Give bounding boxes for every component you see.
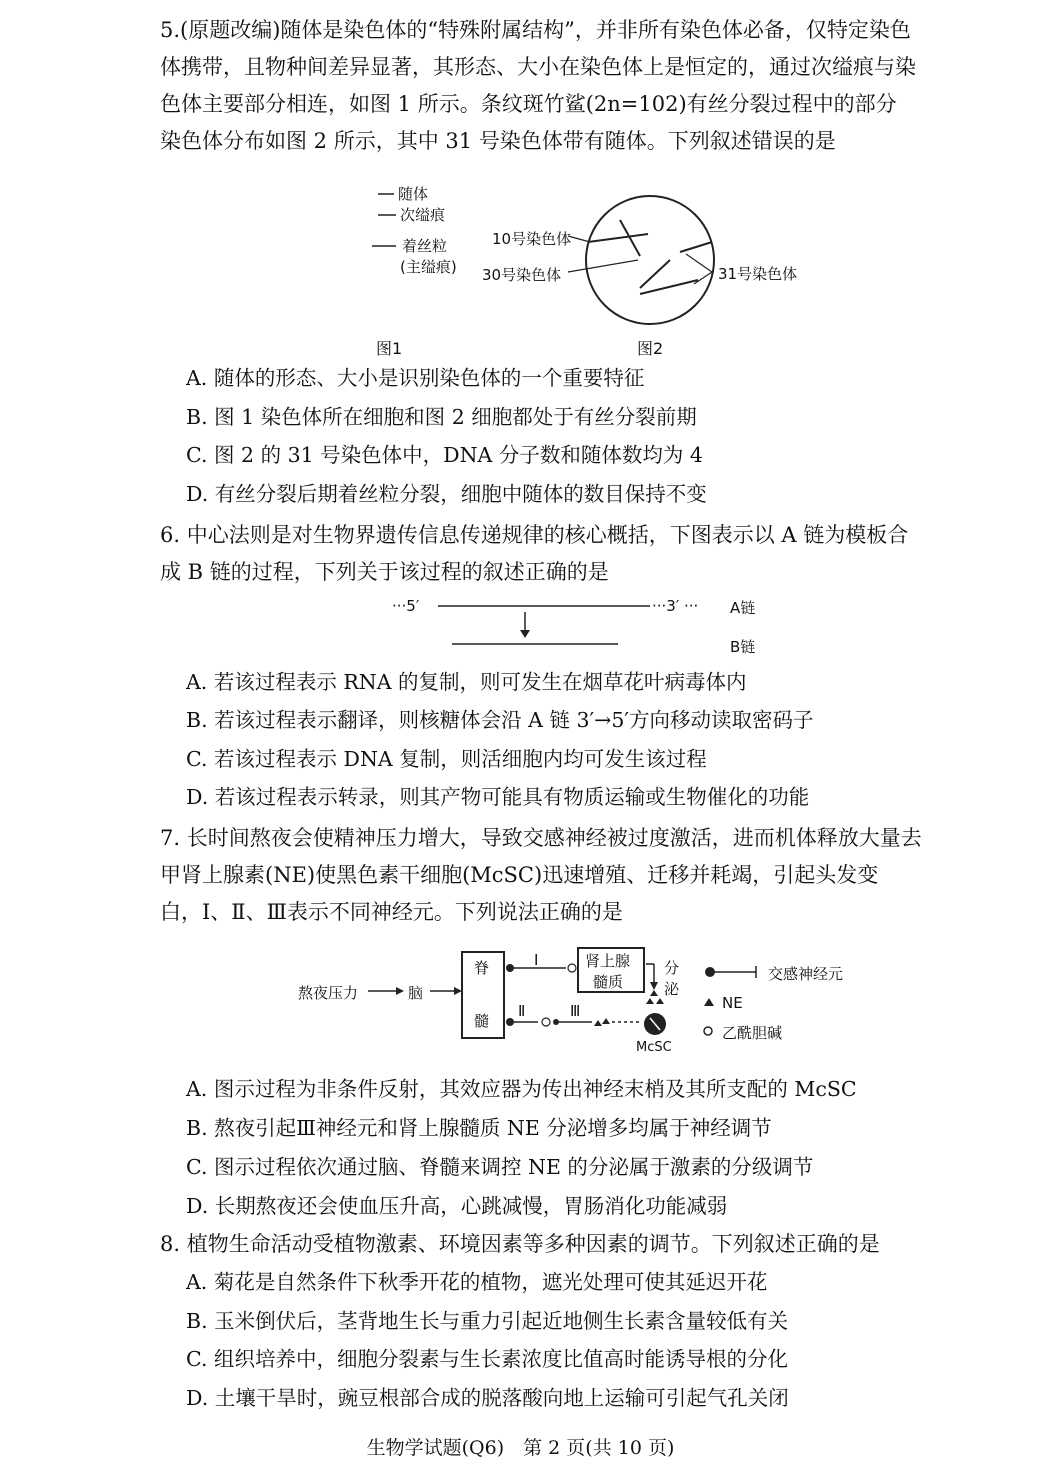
label-chain-b: B链 bbox=[730, 638, 756, 656]
label-chromosome-10: 10号染色体 bbox=[492, 230, 572, 248]
question-5-stem bbox=[160, 12, 980, 160]
q6-option-b: B. 若该过程表示翻译，则核糖体会沿 A 链 3′→5′方向移动读取密码子 bbox=[186, 708, 814, 732]
label-adrenal-1: 肾上腺 bbox=[585, 952, 631, 970]
stem-line: 7. 长时间熬夜会使精神压力增大，导致交感神经被过度激活，进而机体释放大量去 bbox=[160, 826, 922, 850]
label-3-prime: ···3′ ··· bbox=[652, 597, 699, 615]
label-primary-constriction: (主缢痕) bbox=[400, 258, 457, 276]
stem-line: 白，Ⅰ、Ⅱ、Ⅲ表示不同神经元。下列说法正确的是 bbox=[160, 900, 623, 924]
stem-line: 6. 中心法则是对生物界遗传信息传递规律的核心概括，下图表示以 A 链为模板合 bbox=[160, 523, 909, 547]
label-chromosome-31: 31号染色体 bbox=[718, 265, 798, 283]
label-neuron-2: Ⅱ bbox=[518, 1002, 526, 1020]
label-spine-bottom: 髓 bbox=[474, 1012, 490, 1030]
label-secondary-constriction: 次缢痕 bbox=[400, 206, 446, 224]
label-secrete-2: 泌 bbox=[664, 980, 680, 998]
label-chromosome-30: 30号染色体 bbox=[482, 266, 562, 284]
stem-line: 甲肾上腺素(NE)使黑色素干细胞(McSC)迅速增殖、迁移并耗竭，引起头发变 bbox=[160, 863, 879, 887]
q7-option-d: D. 长期熬夜还会使血压升高，心跳减慢，胃肠消化功能减弱 bbox=[186, 1194, 728, 1218]
figure-1-caption: 图1 bbox=[376, 339, 403, 358]
q7-option-c: C. 图示过程依次通过脑、脊髓来调控 NE 的分泌属于激素的分级调节 bbox=[186, 1155, 814, 1179]
question-6-stem bbox=[160, 517, 980, 591]
label-mcsc: McSC bbox=[636, 1040, 672, 1055]
q5-option-d: D. 有丝分裂后期着丝粒分裂，细胞中随体的数目保持不变 bbox=[186, 482, 707, 506]
label-neuron-3: Ⅲ bbox=[570, 1002, 581, 1020]
q8-option-a: A. 菊花是自然条件下秋季开花的植物，遮光处理可使其延迟开花 bbox=[186, 1270, 768, 1294]
q5-option-c: C. 图 2 的 31 号染色体中，DNA 分子数和随体数均为 4 bbox=[186, 443, 703, 467]
q6-option-c: C. 若该过程表示 DNA 复制，则活细胞内均可发生该过程 bbox=[186, 747, 707, 771]
stem-line: 5.(原题改编)随体是染色体的“特殊附属结构”，并非所有染色体必备，仅特定染色 bbox=[160, 18, 911, 42]
q7-option-a: A. 图示过程为非条件反射，其效应器为传出神经末梢及其所支配的 McSC bbox=[186, 1077, 857, 1101]
question-7-stem bbox=[160, 820, 980, 931]
stem-line: 成 B 链的过程，下列关于该过程的叙述正确的是 bbox=[160, 560, 609, 584]
label-centromere: 着丝粒 bbox=[402, 237, 448, 255]
legend-sympathetic-neuron: 交感神经元 bbox=[768, 965, 844, 983]
stem-line: 8. 植物生命活动受植物激素、环境因素等多种因素的调节。下列叙述正确的是 bbox=[160, 1232, 880, 1256]
figure-q6-strands bbox=[360, 594, 800, 658]
q6-option-d: D. 若该过程表示转录，则其产物可能具有物质运输或生物催化的功能 bbox=[186, 785, 810, 809]
stem-line: 色体主要部分相连，如图 1 所示。条纹斑竹鲨(2n=102)有丝分裂过程中的部分 bbox=[160, 92, 897, 116]
legend-ne: NE bbox=[722, 994, 743, 1012]
label-chain-a: A链 bbox=[730, 599, 756, 617]
label-secrete-1: 分 bbox=[664, 959, 680, 977]
q8-option-c: C. 组织培养中，细胞分裂素与生长素浓度比值高时能诱导根的分化 bbox=[186, 1347, 788, 1371]
stem-line: 体携带，且物种间差异显著，其形态、大小在染色体上是恒定的，通过次缢痕与染 bbox=[160, 55, 916, 79]
label-adrenal-2: 髓质 bbox=[593, 973, 624, 991]
label-night-stress: 熬夜压力 bbox=[298, 984, 359, 1002]
label-brain: 脑 bbox=[408, 984, 424, 1002]
label-spine-top: 脊 bbox=[474, 959, 490, 977]
figure-2-cell bbox=[470, 190, 830, 360]
label-5-prime: ···5′ bbox=[392, 597, 420, 615]
q6-option-a: A. 若该过程表示 RNA 的复制，则可发生在烟草花叶病毒体内 bbox=[186, 670, 747, 694]
stem-line: 染色体分布如图 2 所示，其中 31 号染色体带有随体。下列叙述错误的是 bbox=[160, 129, 836, 153]
figure-q7-pathway bbox=[290, 944, 890, 1064]
label-neuron-1: Ⅰ bbox=[534, 951, 539, 969]
q8-option-b: B. 玉米倒伏后，茎背地生长与重力引起近地侧生长素含量较低有关 bbox=[186, 1309, 789, 1333]
page-footer: 生物学试题(Q6) 第 2 页(共 10 页) bbox=[366, 1437, 675, 1459]
figure-2-caption: 图2 bbox=[637, 339, 664, 358]
q5-option-b: B. 图 1 染色体所在细胞和图 2 细胞都处于有丝分裂前期 bbox=[186, 405, 697, 429]
q8-option-d: D. 土壤干旱时，豌豆根部合成的脱落酸向地上运输可引起气孔关闭 bbox=[186, 1386, 789, 1410]
label-satellite: 随体 bbox=[398, 185, 429, 203]
q5-option-a: A. 随体的形态、大小是识别染色体的一个重要特征 bbox=[186, 366, 645, 390]
legend-acetylcholine: 乙酰胆碱 bbox=[722, 1024, 783, 1042]
figure-2-drawing bbox=[470, 190, 830, 330]
question-8-stem bbox=[160, 1226, 980, 1263]
q7-option-b: B. 熬夜引起Ⅲ神经元和肾上腺髓质 NE 分泌增多均属于神经调节 bbox=[186, 1116, 772, 1140]
